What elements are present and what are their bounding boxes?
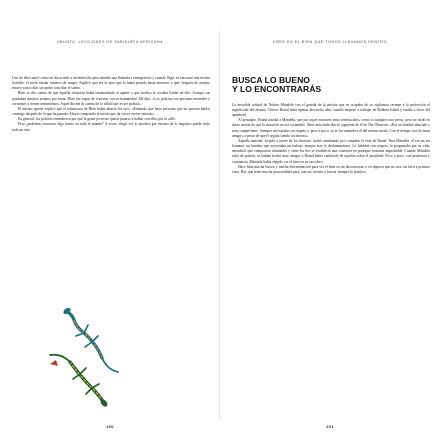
lizard-icon-lower xyxy=(50,355,109,408)
left-paragraph-3: El mismo agente explicó que el testimonio de Blair había abierto los ojos: «Entiendo que haya personas que no quieran hablar conmigo después de lo que ha pasado. Ahora comprendo el miedo que da crecer en ese entorno». xyxy=(12,106,210,117)
left-paragraph-4: En general, los policías entendieron por qué la gente joven no quería pararse a hablar con ellos por la calle. xyxy=(18,117,176,122)
left-running-head: UBUNTU. LECCIONES DE SABIDURÍA AFRICANA xyxy=(56,40,164,44)
right-page xyxy=(220,0,440,440)
chapter-title xyxy=(232,76,430,95)
right-paragraph-4: Hace falta mucha fuerza y mucha determinación para ver el bien en un desconocido o en alguien que no nos cae bien a primera vista. Hay que tener mucha personalidad para, aun así, insistir y buscar siempre lo positivo. xyxy=(232,164,430,174)
right-running-head: CREE EN EL BIEN QUE TODOS LLEVAMOS DENTRO xyxy=(273,40,387,44)
left-paragraph-1: Uno de ellos narró cómo un día acudió a un domicilio para atender una llamada a emergencias y cuando llegó, se encontró una escena horrible: el suelo estaba cubierto de sangre. Explicó que era lo peor que le había pasado hasta entonces y que, después de ayudar, estuvo varios días sin poder conciliar el sueño. xyxy=(12,76,210,91)
chapter-title-line-1: BUSCA LO BUENO xyxy=(232,75,310,85)
left-paragraph-2: Blair se dio cuenta de que aquella situación había traumatizado al agente y que incluso le costaba hablar de ello. Aunque sus quedaban muchos asuntos por tratar, Blair fue capaz de conectar con su humanidad. Me dijo: «Los policías son personas normales y corrientes y tienen sentimientos. Aquel día me di cuenta de lo difícil que es ser policía». xyxy=(12,91,210,106)
lizard-illustration xyxy=(40,300,140,410)
right-folio: 101 xyxy=(326,424,334,429)
left-folio: 100 xyxy=(106,424,114,429)
chapter-title-line-2: Y LO ENCONTRARÁS xyxy=(232,84,322,95)
left-body-text xyxy=(12,76,210,133)
right-paragraph-1: La increíble actitud de Nelson Mandela con el guarda de la prisión que se ocupaba de su vigilancia resume a la perfección el significado del ubuntu. Christo Brand tenía apenas dieciocho años cuando empezó a trabajar en Robben Island y estaba a favor del apartheid. xyxy=(232,102,430,118)
left-paragraph-5: Pero ¿podemos encontrar algo bueno en todo el mundo? A veces, elegir ver lo positivo por encima de lo negativo puede serlo todo un reto. xyxy=(12,122,210,132)
right-paragraph-2: Al principio, Brand trataba a Mandela, que por aquel entonces tenía sesenta años, como a cualquier otro preso, pero no tardó en darse cuenta de que la situación no era sostenible. Años más tarde dijo lo siguiente de él en The Observer: «Era un hombre educado y muy campechano. Siempre me trataba con respeto y, poco a poco, yo le fui tratando a él del mismo modo. Con el tiempo, nos hicimos amigos, a pesar de que él seguía siendo un interno». xyxy=(232,118,430,138)
right-paragraph-3: Aquella amistad, forjada a través de los barrotes, acabó cambiando por completo la vida de Brand. Para Mandela, él era un ser humano, un hombre que necesitaba un trabajo, aunque este lo deshumanizara. Le hablaba con respeto, le preguntaba por su vida, descubrió que compartían afinidades y entre los dos se estableció una conexión en principio bastante improbable. Cuando Mandela salió de prisión, se habían hecho muy amigos y Brand había cambiado de opinión sobre el apartheid. Poco a poco, con prudencia y constancia, Mandela había elegido ver el bien en su carcelero. xyxy=(232,138,430,164)
right-body-text xyxy=(232,103,430,175)
